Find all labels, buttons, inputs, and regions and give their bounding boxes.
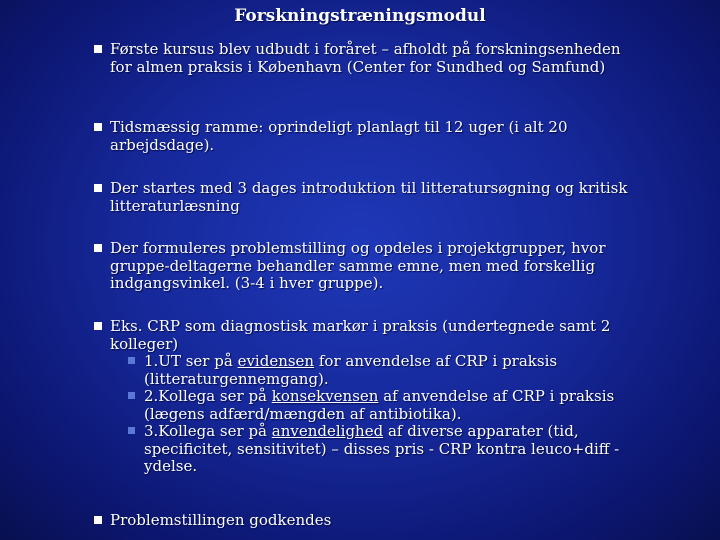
bullet-square-icon — [94, 322, 102, 330]
bullet-item — [110, 512, 630, 530]
bullet-text: Tidsmæssig ramme: oprindeligt planlagt til 12 uger (i alt 20 arbejdsdage). — [110, 118, 568, 154]
sub-bullet-square-icon — [128, 357, 135, 364]
bullet-square-icon — [94, 516, 102, 524]
bullet-item — [110, 41, 630, 76]
sub-bullet-text-post: af anvendelse af CRP i praksis (lægens adfærd/mængden af antibiotika). — [144, 387, 615, 423]
bullet-text: Eks. CRP som diagnostisk markør i praksis (undertegnede samt 2 kolleger) — [110, 317, 611, 353]
sub-bullet-text-pre: 3.Kollega ser på — [144, 422, 272, 440]
bullet-text: Der startes med 3 dages introduktion til litteratursøgning og kritisk litteraturlæsning — [110, 179, 628, 215]
sub-bullet-text-pre: 2.Kollega ser på — [144, 387, 272, 405]
sub-bullet-square-icon — [128, 392, 135, 399]
bullet-text: Der formuleres problemstilling og opdeles i projektgrupper, hvor gruppe-deltagerne behandler samme emne, men med forskellig indgangsvinkel. (3-4 i hver gruppe). — [110, 239, 606, 292]
bullet-text: Første kursus blev udbudt i foråret – afholdt på forskningsenheden for almen praksis i København (Center for Sundhed og Samfund) — [110, 40, 621, 76]
slide-title: Forskningstræningsmodul — [234, 6, 486, 26]
bullet-square-icon — [94, 123, 102, 131]
sub-bullet-text-pre: 1.UT ser på — [144, 352, 238, 370]
bullet-item — [110, 240, 630, 293]
sub-bullet-emphasis: evidensen — [237, 352, 315, 370]
sub-bullet-emphasis: anvendelighed — [271, 422, 384, 440]
bullet-square-icon — [94, 45, 102, 53]
sub-bullet-item — [144, 388, 630, 423]
sub-bullet-item — [144, 353, 630, 388]
sub-bullet-item — [144, 423, 630, 476]
bullet-square-icon — [94, 184, 102, 192]
bullet-square-icon — [94, 244, 102, 252]
sub-bullet-emphasis: konsekvensen — [271, 387, 379, 405]
bullet-item — [110, 318, 630, 476]
sub-bullet-text-post: af diverse apparater (tid, specificitet, sensitivitet) – disses pris - CRP kontra leuco+diff - ydelse. — [144, 422, 620, 475]
bullet-text: Problemstillingen godkendes — [110, 511, 332, 529]
sub-bullet-text-post: for anvendelse af CRP i praksis (litteraturgennemgang). — [144, 352, 558, 388]
bullet-item — [110, 180, 630, 215]
bullet-item — [110, 119, 630, 154]
sub-bullet-square-icon — [128, 427, 135, 434]
